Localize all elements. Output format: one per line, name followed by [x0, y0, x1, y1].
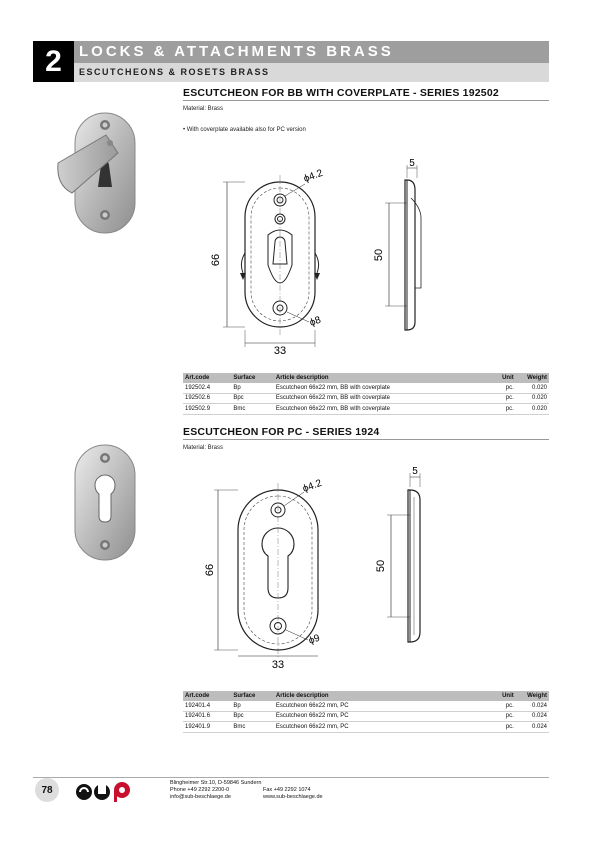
cell-art-code: 192502.9: [183, 404, 231, 415]
dim-rim: ϕ8: [308, 314, 323, 329]
cell-art-code: 192401.4: [183, 701, 231, 711]
col-surface: Surface: [231, 373, 274, 383]
col-unit: Unit: [485, 691, 516, 701]
dim-height: 66: [204, 563, 216, 577]
cell-weight: 0.024: [516, 722, 549, 733]
cell-art-code: 192401.6: [183, 711, 231, 722]
col-art-code: Art.code: [183, 373, 231, 383]
product-note: • With coverplate available also for PC version: [183, 127, 306, 133]
table-header-row: [183, 691, 549, 701]
table-row: [183, 711, 549, 722]
cell-description: Escutcheon 66x22 mm, BB with coverplate: [274, 404, 485, 415]
technical-drawing-side: [365, 158, 445, 333]
table-row: [183, 393, 549, 404]
footer-fax: Fax +49 2292 1074: [263, 787, 311, 793]
footer-contact-2: [263, 787, 323, 801]
col-description: Article description: [274, 373, 485, 383]
cell-description: Escutcheon 66x22 mm, BB with coverplate: [274, 383, 485, 393]
section-divider: [183, 100, 549, 101]
dim-width: 33: [271, 659, 285, 671]
cell-art-code: 192401.9: [183, 722, 231, 733]
col-surface: Surface: [231, 691, 274, 701]
col-description: Article description: [274, 691, 485, 701]
cell-unit: pc.: [485, 722, 516, 733]
cell-unit: pc.: [485, 393, 516, 404]
cell-surface: Bpc: [231, 393, 274, 404]
cell-unit: pc.: [485, 701, 516, 711]
spec-table-192502: [183, 373, 549, 415]
cell-surface: Bmc: [231, 722, 274, 733]
dim-hole: ϕ4.2: [301, 478, 324, 495]
technical-drawing-front: [205, 160, 345, 360]
col-weight: Weight: [516, 691, 549, 701]
cell-weight: 0.020: [516, 393, 549, 404]
cell-description: Escutcheon 66x22 mm, PC: [274, 711, 485, 722]
dim-depth: 5: [412, 466, 418, 477]
cell-description: Escutcheon 66x22 mm, PC: [274, 701, 485, 711]
dim-height: 66: [210, 253, 222, 267]
footer-email[interactable]: info@sub-beschlaege.de: [170, 794, 231, 800]
table-row: [183, 404, 549, 415]
cell-weight: 0.020: [516, 404, 549, 415]
page-number: 78: [35, 778, 59, 802]
col-art-code: Art.code: [183, 691, 231, 701]
cell-surface: Bp: [231, 383, 274, 393]
dim-hole: ϕ4.2: [302, 167, 325, 185]
table-row: [183, 383, 549, 393]
dim-side-height: 50: [375, 559, 387, 573]
dim-side-height: 50: [373, 248, 385, 262]
table-row: [183, 722, 549, 733]
cell-description: Escutcheon 66x22 mm, PC: [274, 722, 485, 733]
dim-depth: 5: [409, 158, 415, 169]
company-logo: [74, 778, 132, 804]
footer-phone: Phone +49 2292 2200-0: [170, 787, 230, 793]
dim-rim: ϕ9: [307, 632, 322, 647]
section-title: ESCUTCHEON FOR PC - SERIES 1924: [183, 426, 380, 438]
table-row: [183, 701, 549, 711]
cell-surface: Bp: [231, 701, 274, 711]
product-photo-pc: [55, 440, 155, 565]
footer-web[interactable]: www.sub-beschlaege.de: [263, 794, 323, 800]
material-label: Material: Brass: [183, 445, 224, 451]
section-divider: [183, 439, 549, 440]
section-title: ESCUTCHEON FOR BB WITH COVERPLATE - SERIES 192502: [183, 87, 499, 99]
cell-surface: Bmc: [231, 404, 274, 415]
col-unit: Unit: [485, 373, 516, 383]
dim-width: 33: [273, 345, 287, 357]
cell-unit: pc.: [485, 404, 516, 415]
cell-unit: pc.: [485, 711, 516, 722]
col-weight: Weight: [516, 373, 549, 383]
cell-unit: pc.: [485, 383, 516, 393]
cell-art-code: 192502.4: [183, 383, 231, 393]
product-photo-coverplate: [40, 105, 150, 240]
technical-drawing-side: [365, 465, 445, 645]
material-label: Material: Brass: [183, 106, 224, 112]
footer-address: Blingheimer Str.10, D-59846 Sundern: [170, 780, 262, 786]
cell-art-code: 192502.6: [183, 393, 231, 404]
cell-surface: Bpc: [231, 711, 274, 722]
cell-weight: 0.020: [516, 383, 549, 393]
spec-table-192401: [183, 691, 549, 733]
cell-weight: 0.024: [516, 701, 549, 711]
chapter-title: LOCKS & ATTACHMENTS BRASS: [74, 41, 549, 63]
table-header-row: [183, 373, 549, 383]
chapter-subtitle: ESCUTCHEONS & ROSETS BRASS: [74, 63, 549, 82]
cell-weight: 0.024: [516, 711, 549, 722]
technical-drawing-front: [200, 478, 345, 678]
footer-contact: [170, 780, 261, 801]
cell-description: Escutcheon 66x22 mm, BB with coverplate: [274, 393, 485, 404]
chapter-number: 2: [33, 41, 74, 82]
